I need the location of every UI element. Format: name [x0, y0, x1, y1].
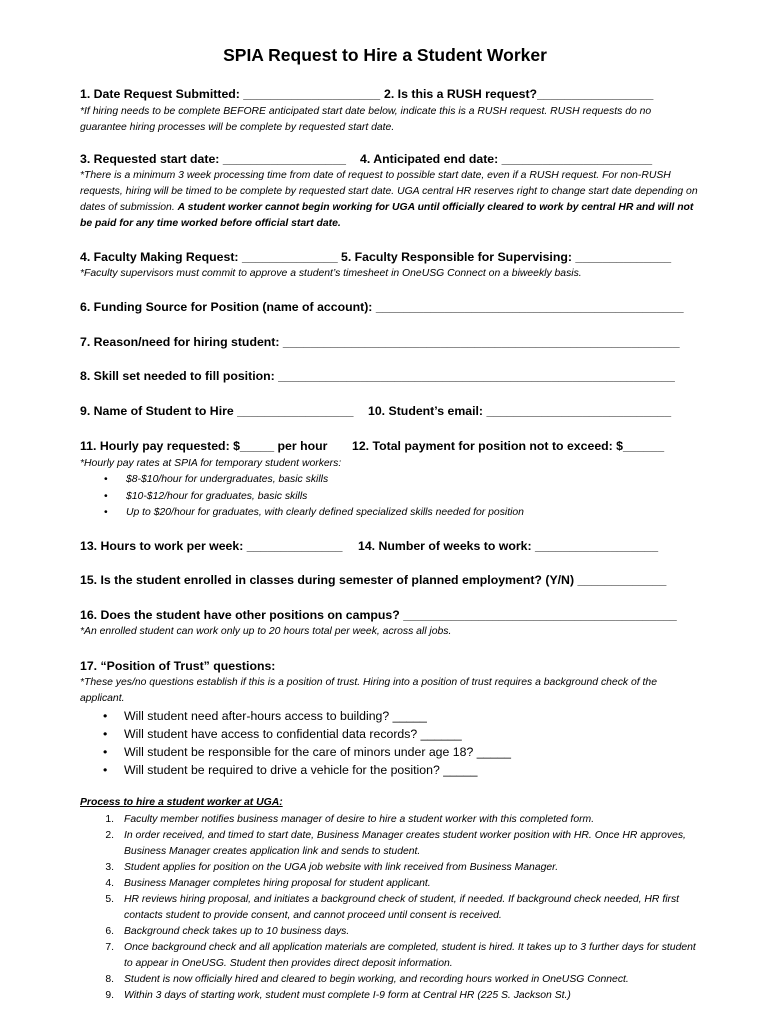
trust-question-after-hours[interactable]: • Will student need after-hours access to building? _____ [80, 707, 511, 725]
list-item [80, 972, 700, 988]
step-text: Once background check and all application materials are completed, student is hired. It takes up to 3 further days for student to appear in OneUSG. Student then provides direct deposit information. [124, 942, 696, 969]
form-title: SPIA Request to Hire a Student Worker [223, 45, 547, 65]
question-date-submitted[interactable]: 1. Date Request Submitted: ____________________ [80, 87, 381, 101]
list-item [80, 828, 700, 860]
question-number-of-weeks[interactable]: 14. Number of weeks to work: __________________ [358, 539, 659, 553]
list-item [80, 892, 700, 924]
note-supervisor: *Faculty supervisors must commit to approve a student’s timesheet in OneUSG Connect on a biweekly basis. [80, 268, 582, 279]
step-text: Background check takes up to 10 business days. [124, 926, 350, 937]
process-title: Process to hire a student worker at UGA: [80, 797, 283, 808]
question-hours-per-week[interactable]: 13. Hours to work per week: ______________ [80, 539, 343, 553]
trust-question-minors[interactable]: • Will student be responsible for the care of minors under age 18? _____ [80, 743, 511, 761]
step-text: Business Manager completes hiring proposal for student applicant. [124, 878, 431, 889]
step-number: 6. [105, 926, 114, 937]
question-other-positions[interactable]: 16. Does the student have other positions on campus? ________________________________________ [80, 608, 677, 622]
step-text: In order received, and timed to start date, Business Manager creates student worker position with HR. Once HR approves, Business Manager creates application link and sends to student. [124, 830, 686, 857]
note-position-of-trust: *These yes/no questions establish if this is a position of trust. Hiring into a position of trust requires a background check of the applicant. [80, 677, 657, 704]
list-item [80, 940, 700, 972]
question-start-date[interactable]: 3. Requested start date: __________________ [80, 152, 346, 166]
question-student-email[interactable]: 10. Student’s email: ___________________________ [368, 404, 672, 418]
question-faculty-request[interactable]: 4. Faculty Making Request: ______________ [80, 250, 338, 264]
list-item: • Up to $20/hour for graduates, with clearly defined specialized skills needed for position [80, 505, 524, 522]
question-total-payment[interactable]: 12. Total payment for position not to exceed: $______ [352, 439, 665, 453]
question-funding-source[interactable]: 6. Funding Source for Position (name of account): _____________________________________________ [80, 300, 684, 314]
note-hour-limit: *An enrolled student can work only up to 20 hours total per week, across all jobs. [80, 626, 452, 637]
pay-rate-list [80, 472, 524, 522]
list-item [80, 924, 700, 940]
step-number: 9. [105, 990, 114, 1001]
list-item [80, 812, 700, 828]
step-number: 5. [105, 894, 114, 905]
step-text: HR reviews hiring proposal, and initiates a background check of student, if needed. If background check needed, HR first contacts student to provide consent, and cannot proceed until consent is received. [124, 894, 680, 921]
note-processing-time [80, 168, 700, 232]
note-pay-rates: *Hourly pay rates at SPIA for temporary student workers: [80, 458, 342, 469]
question-student-name[interactable]: 9. Name of Student to Hire _________________ [80, 404, 354, 418]
list-item: • $8-$10/hour for undergraduates, basic skills [80, 472, 524, 489]
step-number: 4. [105, 878, 114, 889]
step-number: 1. [105, 814, 114, 825]
trust-question-list [80, 707, 511, 779]
trust-question-drive-vehicle[interactable]: • Will student be required to drive a vehicle for the position? _____ [80, 761, 511, 779]
list-item [80, 988, 700, 1004]
list-item [80, 860, 700, 876]
question-reason[interactable]: 7. Reason/need for hiring student: __________________________________________________________ [80, 335, 680, 349]
question-hourly-pay[interactable]: 11. Hourly pay requested: $_____ per hour [80, 439, 328, 453]
note-processing-text: *There is a minimum 3 week processing time from date of request to possible start date, even if a RUSH request. For non-RUSH requests, hiring will be timed to be complete by requested start date. UGA central HR reserves right to change start date depending on dates of submission. [80, 170, 698, 213]
note-processing-warning: A student worker cannot begin working for UGA until officially cleared to work by central HR and will not be paid for any time worked before official start date. [80, 202, 694, 229]
step-number: 3. [105, 862, 114, 873]
step-number: 7. [105, 942, 114, 953]
step-text: Student is now officially hired and cleared to begin working, and recording hours worked in OneUSG Connect. [124, 974, 629, 985]
process-steps [80, 812, 700, 1004]
step-text: Within 3 days of starting work, student must complete I-9 form at Central HR (225 S. Jackson St.) [124, 990, 571, 1001]
list-item: • $10-$12/hour for graduates, basic skills [80, 489, 524, 506]
question-faculty-supervising[interactable]: 5. Faculty Responsible for Supervising: ______________ [341, 250, 672, 264]
note-rush: *If hiring needs to be complete BEFORE anticipated start date below, indicate this is a RUSH request. RUSH requests do no guarantee hiring processes will be complete by requested start date. [80, 106, 652, 133]
step-text: Student applies for position on the UGA job website with link received from Business Manager. [124, 862, 559, 873]
question-rush-request[interactable]: 2. Is this a RUSH request?_________________ [384, 87, 654, 101]
step-text: Faculty member notifies business manager of desire to hire a student worker with this completed form. [124, 814, 595, 825]
question-enrolled[interactable]: 15. Is the student enrolled in classes during semester of planned employment? (Y/N) _____________ [80, 573, 667, 587]
question-skill-set[interactable]: 8. Skill set needed to fill position: __________________________________________________________ [80, 369, 675, 383]
question-position-of-trust: 17. “Position of Trust” questions: [80, 659, 276, 673]
list-item [80, 876, 700, 892]
step-number: 8. [105, 974, 114, 985]
trust-question-confidential-data[interactable]: • Will student have access to confidential data records? ______ [80, 725, 511, 743]
step-number: 2. [105, 830, 114, 841]
question-end-date[interactable]: 4. Anticipated end date: ______________________ [360, 152, 653, 166]
